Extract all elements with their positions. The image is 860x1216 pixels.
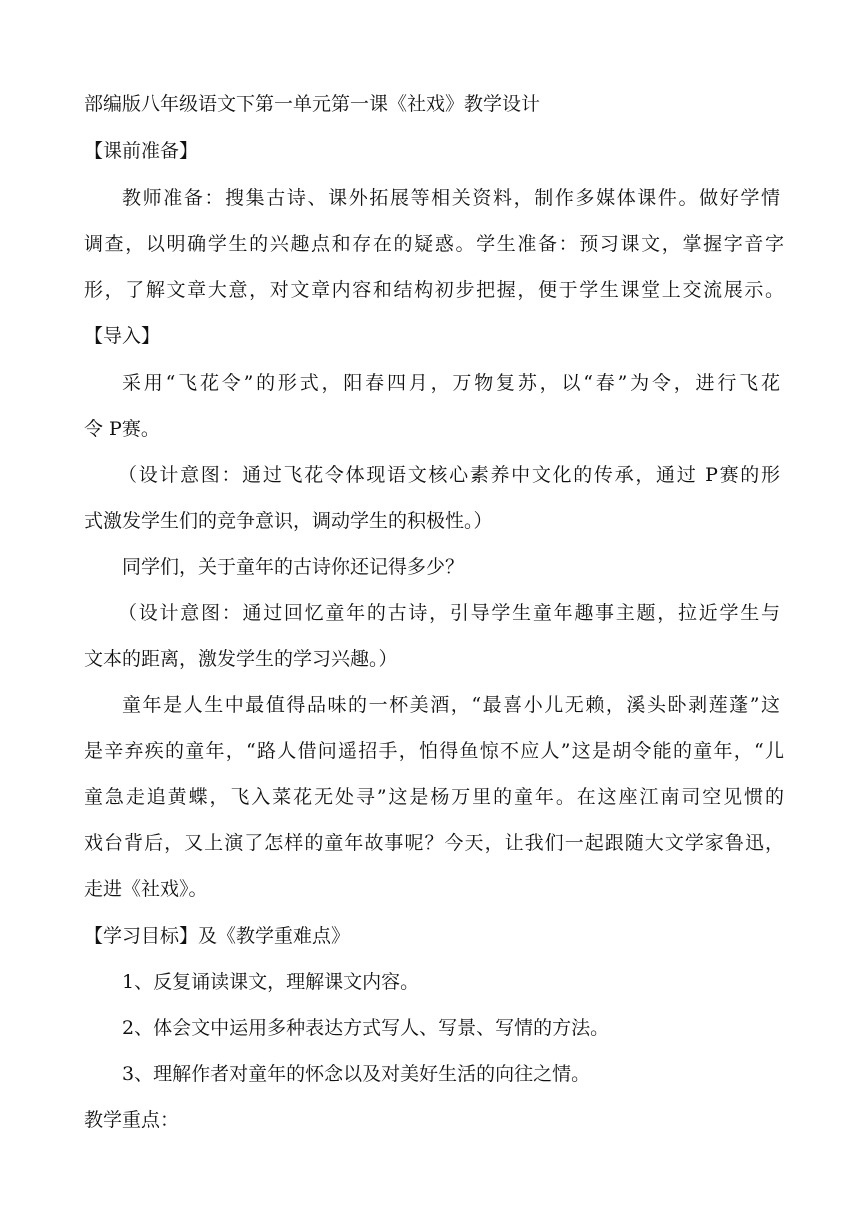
design-note-line: （设计意图：通过回忆童年的古诗，引导学生童年趣事主题，拉近学生与 — [118, 602, 780, 624]
paragraph-line: 是辛弃疾的童年，“路人借问遥招手，怕得鱼惊不应人”这是胡令能的童年，“儿 — [84, 740, 784, 762]
design-note-line: 式激发学生们的竞争意识，调动学生的积极性。） — [84, 510, 493, 532]
paragraph-line: 戏台背后，又上演了怎样的童年故事呢？今天，让我们一起跟随大文学家鲁迅， — [84, 832, 784, 854]
paragraph-line: 调查，以明确学生的兴趣点和存在的疑惑。学生准备：预习课文，掌握字音字 — [84, 233, 784, 255]
paragraph-line: 童年是人生中最值得品味的一杯美酒，“最喜小儿无赖，溪头卧剥莲蓬”这 — [122, 694, 780, 716]
paragraph-line: 童急走追黄蝶，飞入菜花无处寻”这是杨万里的童年。在这座江南司空见惯的 — [84, 786, 784, 808]
goal-item: 2、体会文中运用多种表达方式写人、写景、写情的方法。 — [122, 1017, 610, 1039]
goal-item: 1、反复诵读课文，理解课文内容。 — [122, 971, 420, 993]
document-title: 部编版八年级语文下第一单元第一课《社戏》教学设计 — [84, 93, 541, 115]
section-heading-prep: 【课前准备】 — [84, 140, 199, 162]
design-note-line: （设计意图：通过飞花令体现语文核心素养中文化的传承，通过 P赛的形 — [118, 464, 780, 486]
paragraph-line: 教师准备：搜集古诗、课外拓展等相关资料，制作多媒体课件。做好学情 — [122, 187, 780, 209]
paragraph-line: 形，了解文章大意，对文章内容和结构初步把握，便于学生课堂上交流展示。 — [84, 279, 784, 301]
section-heading-goals: 【学习目标】及《教学重难点》 — [84, 925, 351, 947]
paragraph-line: 走进《社戏》。 — [84, 878, 208, 900]
paragraph-line: 采用“飞花令”的形式，阳春四月，万物复苏，以“春”为令，进行飞花 — [122, 372, 780, 394]
design-note-line: 文本的距离，激发学生的学习兴趣。） — [84, 648, 398, 670]
paragraph-line: 同学们，关于童年的古诗你还记得多少？ — [122, 556, 465, 578]
section-heading-key: 教学重点： — [84, 1109, 180, 1131]
goal-item: 3、理解作者对童年的怀念以及对美好生活的向往之情。 — [122, 1063, 591, 1085]
paragraph-line: 令 P赛。 — [84, 418, 160, 440]
section-heading-intro: 【导入】 — [84, 325, 161, 347]
